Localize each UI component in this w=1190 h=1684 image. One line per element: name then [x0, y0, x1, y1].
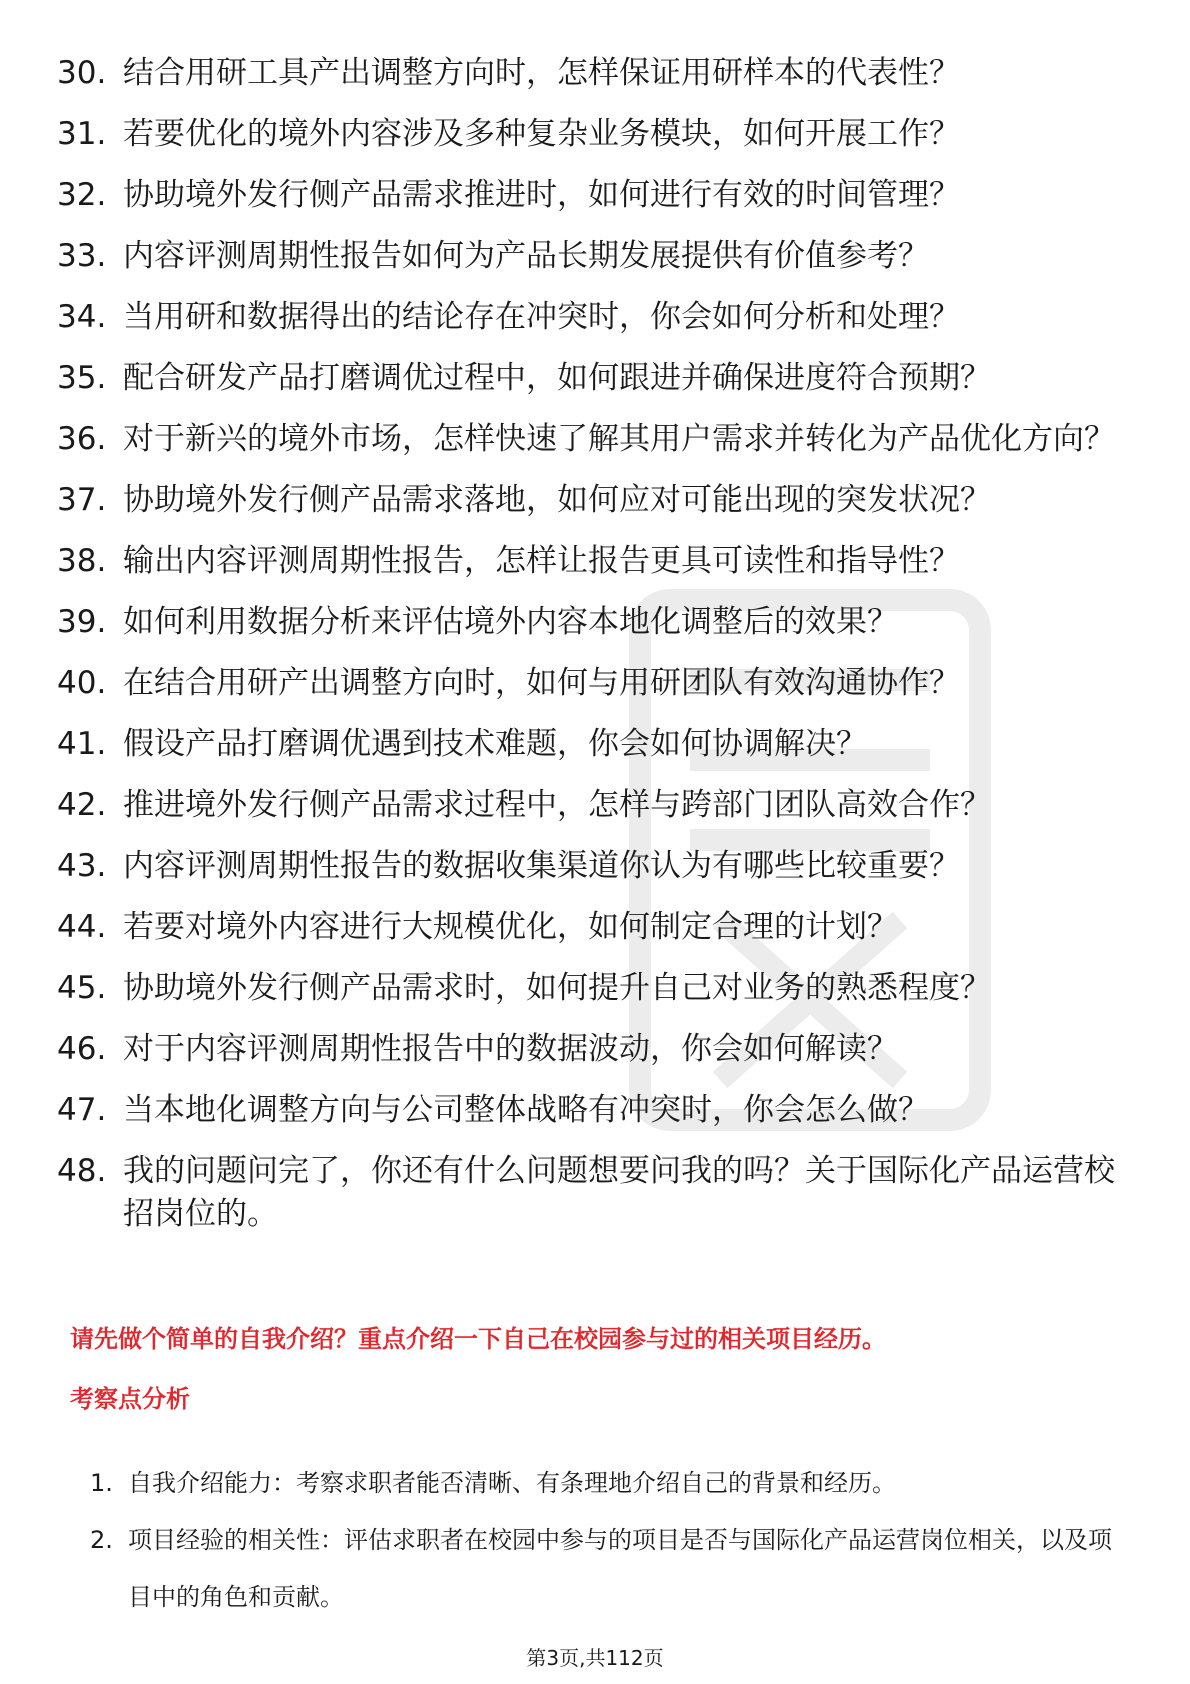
question-text: 内容评测周期性报告的数据收集渠道你认为有哪些比较重要？ — [123, 848, 960, 884]
list-item — [57, 601, 1117, 644]
question-text: 在结合用研产出调整方向时，如何与用研团队有效沟通协作？ — [123, 665, 960, 701]
question-number: 36. — [57, 421, 107, 457]
question-text: 对于内容评测周期性报告中的数据波动，你会如何解读？ — [123, 1031, 898, 1067]
question-text: 结合用研工具产出调整方向时，怎样保证用研样本的代表性？ — [123, 55, 960, 91]
list-item — [57, 479, 1117, 522]
question-number: 43. — [57, 848, 107, 884]
list-item — [57, 235, 1117, 278]
analysis-points — [90, 1455, 1120, 1626]
highlight-question: 请先做个简单的自我介绍？重点介绍一下自己在校园参与过的相关项目经历。 — [70, 1325, 886, 1353]
question-text: 如何利用数据分析来评估境外内容本地化调整后的效果？ — [123, 604, 898, 640]
question-text: 协助境外发行侧产品需求落地，如何应对可能出现的突发状况？ — [123, 482, 991, 518]
question-text: 对于新兴的境外市场，怎样快速了解其用户需求并转化为产品优化方向？ — [123, 421, 1115, 457]
question-list — [57, 52, 1117, 1254]
question-text: 内容评测周期性报告如何为产品长期发展提供有价值参考？ — [123, 238, 929, 274]
list-item — [57, 906, 1117, 949]
question-number: 46. — [57, 1031, 107, 1067]
list-item — [57, 784, 1117, 827]
question-number: 32. — [57, 177, 107, 213]
question-number: 48. — [57, 1153, 107, 1189]
analysis-point — [90, 1455, 1120, 1512]
question-text: 若要对境外内容进行大规模优化，如何制定合理的计划？ — [123, 909, 898, 945]
list-item — [57, 662, 1117, 705]
question-text: 输出内容评测周期性报告，怎样让报告更具可读性和指导性？ — [123, 543, 960, 579]
question-text: 协助境外发行侧产品需求时，如何提升自己对业务的熟悉程度？ — [123, 970, 991, 1006]
list-item — [57, 1089, 1117, 1132]
question-number: 47. — [57, 1092, 107, 1128]
list-item — [57, 845, 1117, 888]
question-text: 推进境外发行侧产品需求过程中，怎样与跨部门团队高效合作？ — [123, 787, 991, 823]
question-text: 配合研发产品打磨调优过程中，如何跟进并确保进度符合预期？ — [123, 360, 991, 396]
analysis-point — [90, 1512, 1120, 1626]
point-text: 自我介绍能力：考察求职者能否清晰、有条理地介绍自己的背景和经历。 — [128, 1469, 896, 1497]
question-number: 45. — [57, 970, 107, 1006]
question-number: 37. — [57, 482, 107, 518]
question-number: 35. — [57, 360, 107, 396]
question-number: 40. — [57, 665, 107, 701]
analysis-title: 考察点分析 — [70, 1385, 190, 1413]
list-item — [57, 723, 1117, 766]
page-footer: 第3页,共112页 — [526, 1646, 664, 1670]
point-number: 1. — [90, 1469, 113, 1497]
question-text: 当本地化调整方向与公司整体战略有冲突时，你会怎么做？ — [123, 1092, 929, 1128]
question-number: 41. — [57, 726, 107, 762]
question-text: 我的问题问完了，你还有什么问题想要问我的吗？关于国际化产品运营校招岗位的。 — [123, 1153, 1115, 1232]
point-text: 项目经验的相关性：评估求职者在校园中参与的项目是否与国际化产品运营岗位相关，以及项目中的角色和贡献。 — [128, 1526, 1112, 1611]
question-number: 39. — [57, 604, 107, 640]
list-item — [57, 296, 1117, 339]
point-number: 2. — [90, 1526, 113, 1554]
list-item — [57, 1150, 1117, 1236]
list-item — [57, 418, 1117, 461]
list-item — [57, 540, 1117, 583]
question-number: 30. — [57, 55, 107, 91]
question-text: 若要优化的境外内容涉及多种复杂业务模块，如何开展工作？ — [123, 116, 960, 152]
question-number: 42. — [57, 787, 107, 823]
list-item — [57, 174, 1117, 217]
question-number: 34. — [57, 299, 107, 335]
question-text: 假设产品打磨调优遇到技术难题，你会如何协调解决？ — [123, 726, 867, 762]
question-number: 44. — [57, 909, 107, 945]
list-item — [57, 113, 1117, 156]
question-number: 33. — [57, 238, 107, 274]
question-number: 31. — [57, 116, 107, 152]
question-text: 协助境外发行侧产品需求推进时，如何进行有效的时间管理？ — [123, 177, 960, 213]
question-text: 当用研和数据得出的结论存在冲突时，你会如何分析和处理？ — [123, 299, 960, 335]
question-number: 38. — [57, 543, 107, 579]
list-item — [57, 52, 1117, 95]
list-item — [57, 1028, 1117, 1071]
list-item — [57, 967, 1117, 1010]
list-item — [57, 357, 1117, 400]
